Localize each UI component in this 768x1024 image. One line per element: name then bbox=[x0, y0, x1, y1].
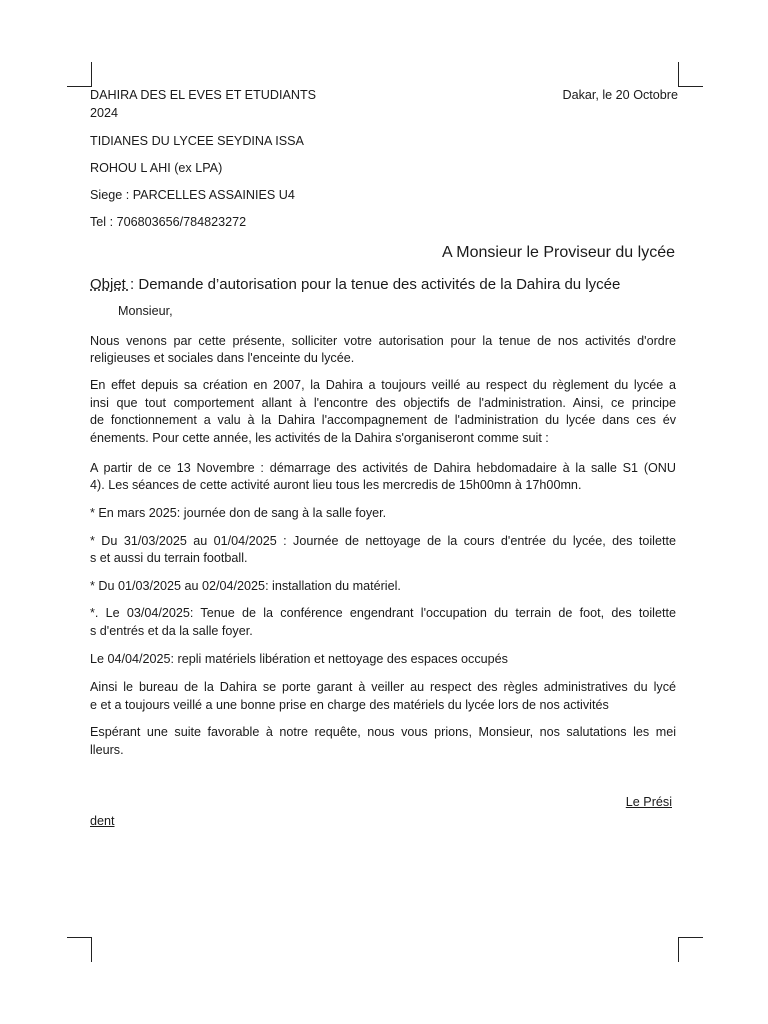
org-line-1: DAHIRA DES EL EVES ET ETUDIANTS bbox=[90, 88, 317, 102]
paragraph-2-line-3: de fonctionnement a valu à la Dahira l'accompagnement de l'administration du lycée dans ces év bbox=[90, 413, 676, 427]
addressee: A Monsieur le Proviseur du lycée bbox=[442, 244, 675, 261]
date-year: 2024 bbox=[90, 106, 119, 120]
org-line-3: ROHOU L AHI (ex LPA) bbox=[90, 161, 223, 175]
paragraph-2-line-2: insi que tout comportement allant à l'encontre des objectifs de l'administration. Ainsi, ce principe bbox=[90, 396, 676, 410]
crop-mark-bottom-right bbox=[678, 937, 703, 962]
signature-president-part-1: Le Prési bbox=[625, 795, 672, 809]
bullet-5: Le 04/04/2025: repli matériels libération et nettoyage des espaces occupés bbox=[90, 652, 508, 666]
paragraph-1-line-1: Nous venons par cette présente, solliciter votre autorisation pour la tenue de nos activités d'ordre bbox=[90, 334, 676, 348]
bullet-1: * En mars 2025: journée don de sang à la salle foyer. bbox=[90, 506, 387, 520]
crop-mark-top-left bbox=[67, 62, 92, 87]
paragraph-1-line-2: religieuses et sociales dans l'enceinte du lycée. bbox=[90, 351, 355, 365]
bullet-4-line-1: *. Le 03/04/2025: Tenue de la conférence engendrant l'occupation du terrain de foot, des toilette bbox=[90, 606, 676, 620]
paragraph-2-line-4: énements. Pour cette année, les activités de la Dahira s'organiseront comme suit : bbox=[90, 431, 549, 445]
bullet-3: * Du 01/03/2025 au 02/04/2025: installation du matériel. bbox=[90, 579, 401, 593]
tel-line: Tel : 706803656/784823272 bbox=[90, 215, 247, 229]
paragraph-4-line-1: Ainsi le bureau de la Dahira se porte garant à veiller au respect des règles administratives du lycé bbox=[90, 680, 676, 694]
objet-line bbox=[90, 275, 620, 295]
paragraph-3-line-1: A partir de ce 13 Novembre : démarrage des activités de Dahira hebdomadaire à la salle S1 (ONU bbox=[90, 461, 676, 475]
objet-text: : Demande d’autorisation pour la tenue des activités de la Dahira du lycée bbox=[130, 276, 621, 293]
objet-label: Objet bbox=[90, 276, 131, 293]
siege-line: Siege : PARCELLES ASSAINIES U4 bbox=[90, 188, 295, 202]
crop-mark-bottom-left bbox=[67, 937, 92, 962]
bullet-2-line-2: s et aussi du terrain football. bbox=[90, 551, 248, 565]
bullet-4-line-2: s d'entrés et da la salle foyer. bbox=[90, 624, 253, 638]
org-line-2: TIDIANES DU LYCEE SEYDINA ISSA bbox=[90, 134, 304, 148]
paragraph-5-line-1: Espérant une suite favorable à notre requête, nous vous prions, Monsieur, nos salutations les mei bbox=[90, 725, 676, 739]
crop-mark-top-right bbox=[678, 62, 703, 87]
signature-president-part-2: dent bbox=[90, 814, 115, 828]
paragraph-2-line-1: En effet depuis sa création en 2007, la Dahira a toujours veillé au respect du règlement du lycée a bbox=[90, 378, 676, 392]
paragraph-5-line-2: lleurs. bbox=[90, 743, 124, 757]
salutation: Monsieur, bbox=[118, 304, 173, 318]
paragraph-3-line-2: 4). Les séances de cette activité auront lieu tous les mercredis de 15h00mn à 17h00mn. bbox=[90, 478, 582, 492]
date-line: Dakar, le 20 Octobre bbox=[562, 88, 678, 102]
bullet-2-line-1: * Du 31/03/2025 au 01/04/2025 : Journée de nettoyage de la cours d'entrée du lycée, des toilette bbox=[90, 534, 676, 548]
paragraph-4-line-2: e et a toujours veillé a une bonne prise en charge des matériels du lycée lors de nos activités bbox=[90, 698, 609, 712]
